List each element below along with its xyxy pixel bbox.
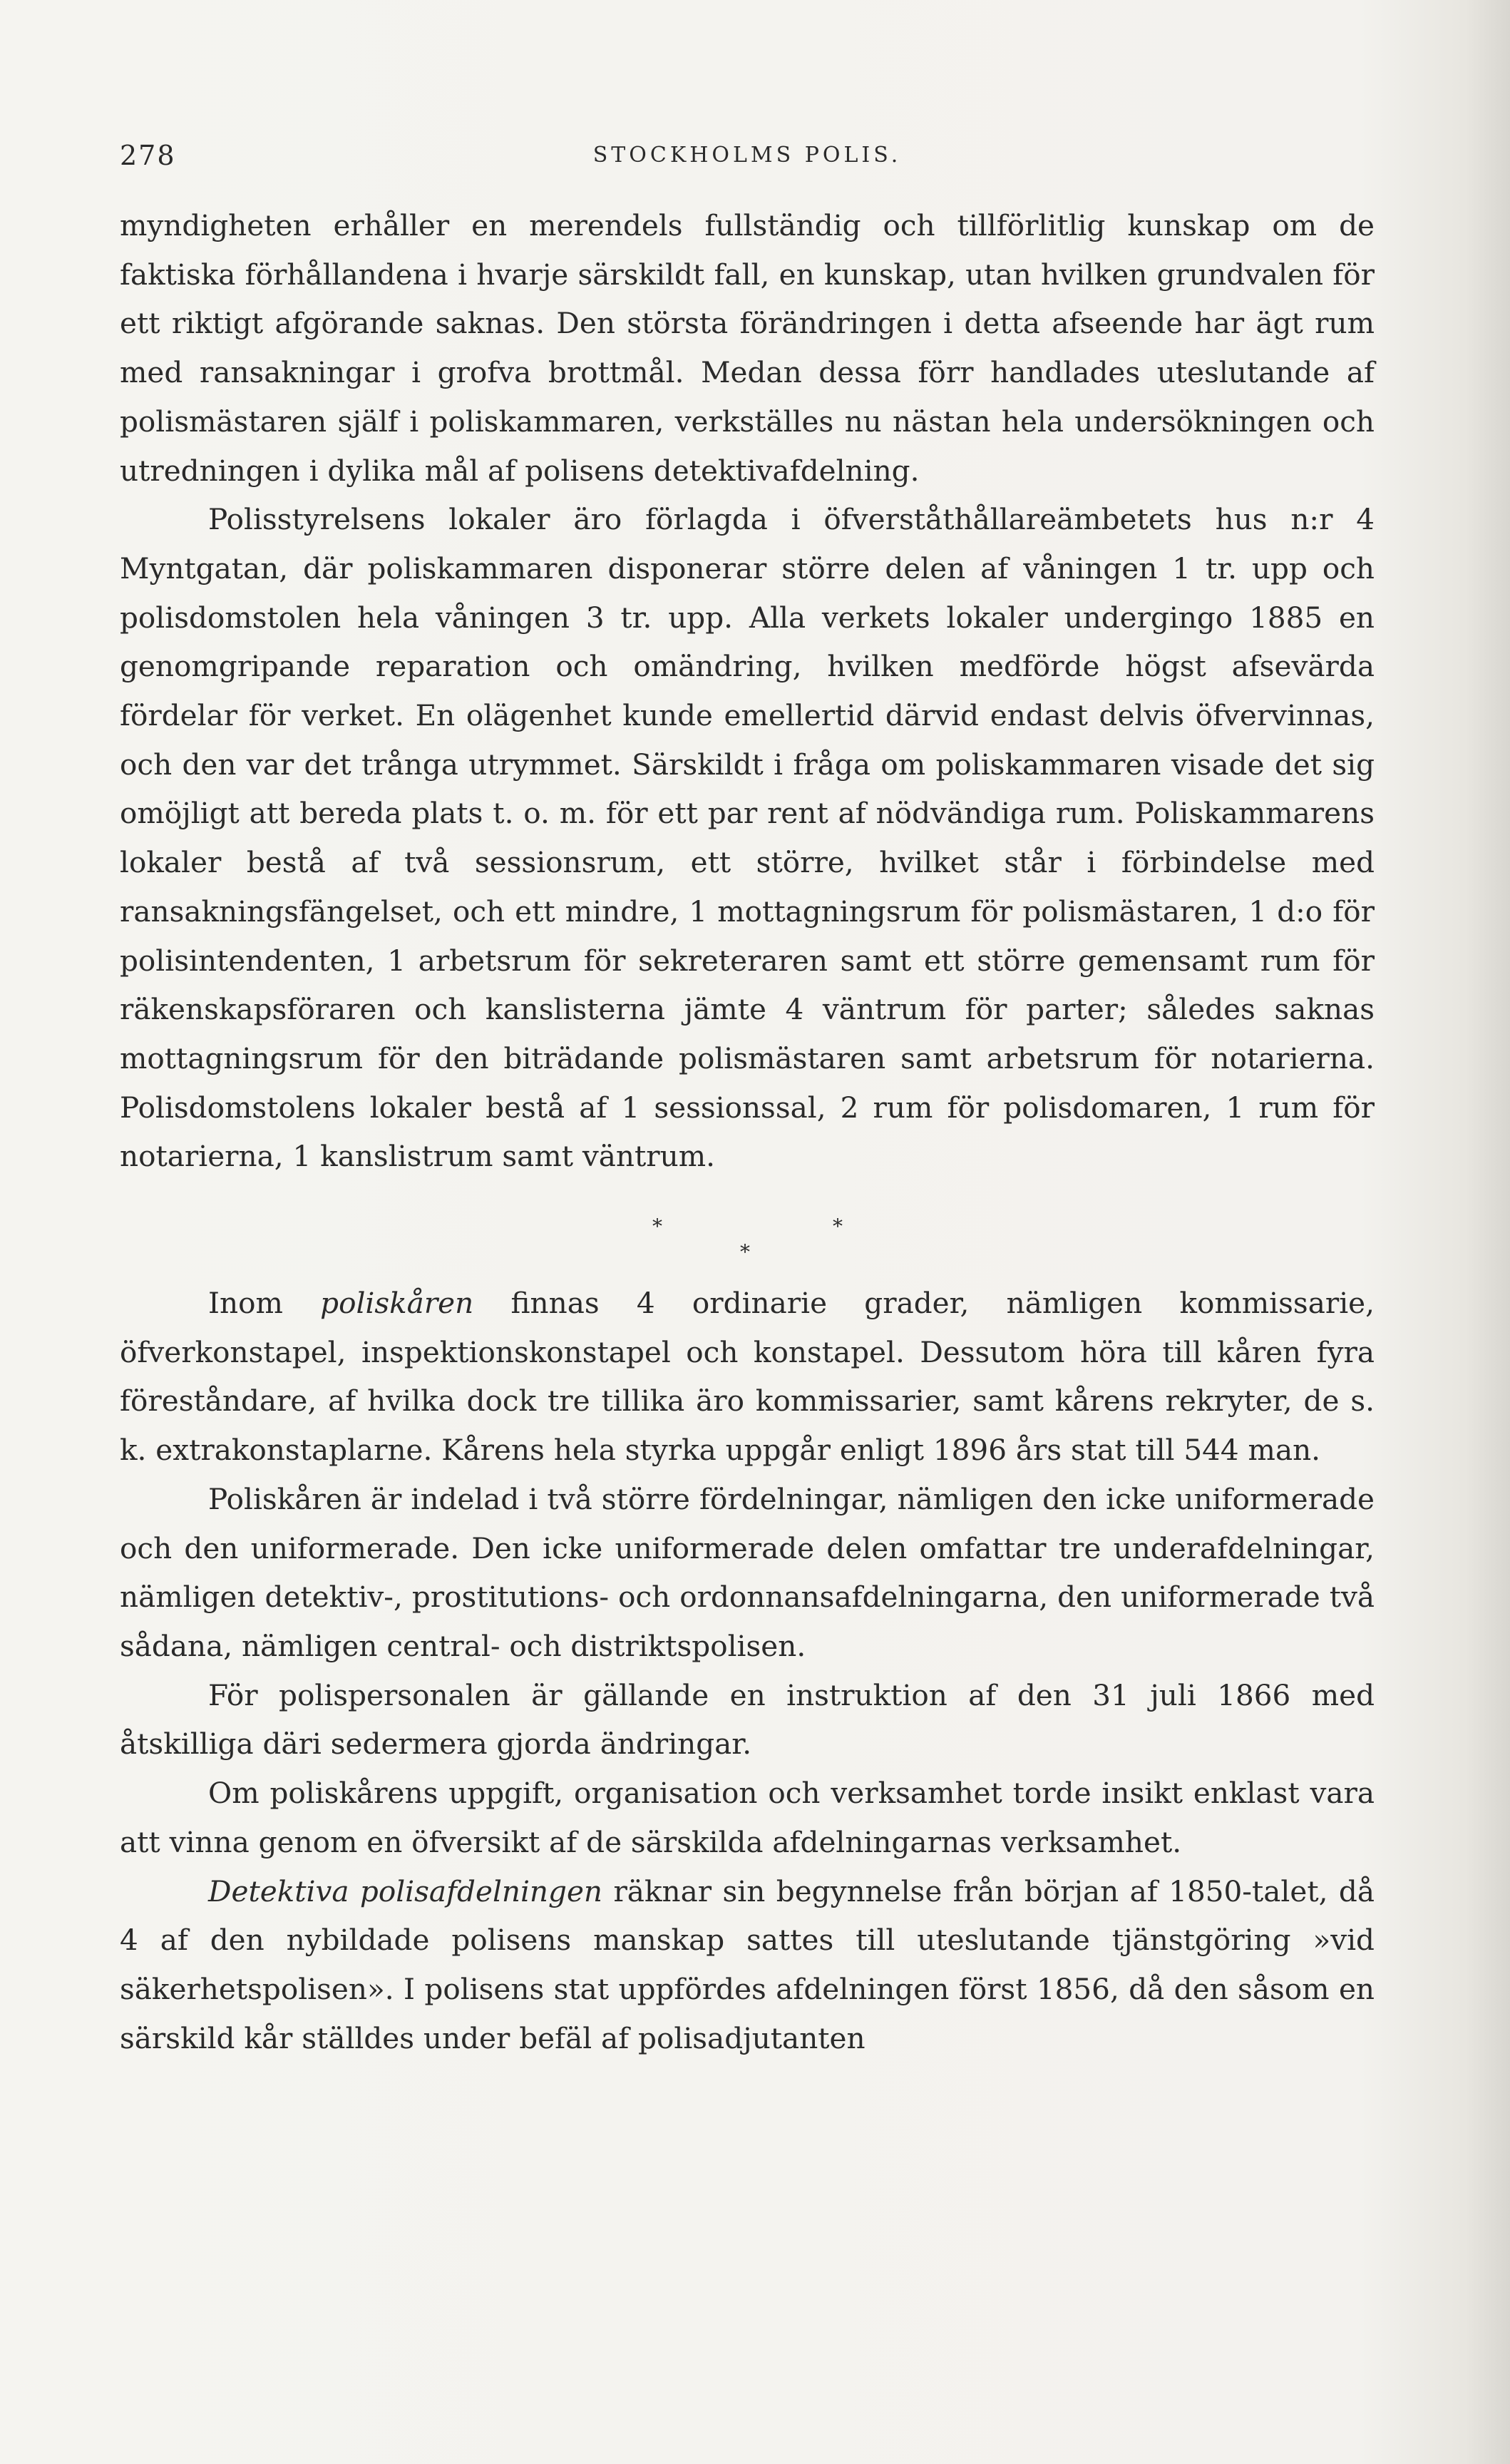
asterisk-ornament: * xyxy=(740,1240,750,1264)
paragraph: Poliskåren är indelad i två större fördelningar, nämligen den icke uniformerade och den uniformerade. Den icke uniformerade delen omfattar tre underafdelningar, nämligen detektiv-, prostitutions- och ordonnansafdelningarna, den uniformerade två sådana, nämligen central- och distriktspolisen. xyxy=(120,1481,1375,1663)
page-header xyxy=(120,140,1375,175)
page-number: 278 xyxy=(120,140,176,171)
paragraph xyxy=(120,1279,1375,1475)
paragraph xyxy=(120,1867,1375,2063)
asterisk-ornament: * xyxy=(652,1215,662,1239)
paragraph-lead: Inom xyxy=(208,1286,321,1321)
paragraph: För polispersonalen är gällande en instruktion af den 31 juli 1866 med åtskilliga däri sedermera gjorda ändringar. xyxy=(120,1677,1375,1762)
paragraph: Polisstyrelsens lokaler äro förlagda i öfverståthållareämbetets hus n:r 4 Myntgatan, där poliskammaren disponerar större delen af våningen 1 tr. upp och polisdomstolen hela våningen 3 tr. upp. Alla verkets lokaler undergingo 1885 en genomgripande reparation och omändring, hvilken medförde högst afsevärda fördelar för verket. En olägenhet kunde emellertid därvid endast delvis öfvervinnas, och den var det trånga utrymmet. Särskildt i fråga om poliskammaren visade det sig omöjligt att bereda plats t. o. m. för ett par rent af nödvändiga rum. Poliskammarens lokaler bestå af två sessionsrum, ett större, hvilket står i förbindelse med ransakningsfängelset, och ett mindre, 1 mottagningsrum för polismästaren, 1 d:o för polisintendenten, 1 arbetsrum för sekreteraren samt ett större gemensamt rum för räkenskapsföraren och kanslisterna jämte 4 väntrum för parter; således saknas mottagningsrum för den biträdande polismästaren samt arbetsrum för notarierna. Polisdomstolens lokaler bestå af 1 sessionssal, 2 rum för polisdomaren, 1 rum för notarierna, 1 kanslistrum samt väntrum. xyxy=(120,502,1375,1174)
running-title: STOCKHOLMS POLIS. xyxy=(592,143,902,168)
paragraph: Om poliskårens uppgift, organisation och verksamhet torde insikt enklast vara att vinna genom en öfversikt af de särskilda afdelningarnas verksamhet. xyxy=(120,1776,1375,1859)
paragraph-rest: finnas 4 ordinarie grader, nämligen kommissarie, öfverkonstapel, inspektionskonstapel och konstapel. Dessutom höra till kåren fyra föreståndare, af hvilka dock tre tillika äro kommissarier, samt kårens rekryter, de s. k. extrakonstaplarne. Kårens hela styrka uppgår enligt 1896 års stat till 544 man. xyxy=(120,1286,1375,1468)
paragraph: myndigheten erhåller en merendels fullständig och tillförlitlig kunskap om de faktiska förhållandena i hvarje särskildt fall, en kunskap, utan hvilken grundvalen för ett riktigt afgörande saknas. Den största förändringen i detta afseende har ägt rum med ransakningar i grofva brottmål. Medan dessa förr handlades uteslutande af polismästaren själf i poliskammaren, verkställes nu nästan hela undersökningen och utredningen i dylika mål af polisens detektivafdelning. xyxy=(120,208,1375,488)
asterisk-ornament: * xyxy=(833,1215,843,1239)
section-divider xyxy=(120,1181,1375,1279)
body-text xyxy=(120,201,1375,2062)
paragraph-rest: räknar sin begynnelse från början af 1850-talet, då 4 af den nybildade polisens manskap sattes till uteslutande tjänstgöring »vid säkerhetspolisen». I polisens stat uppfördes afdelningen först 1856, då den såsom en särskild kår ställdes under befäl af polisadjutanten xyxy=(120,1873,1375,2055)
italic-term: Detektiva polisafdelningen xyxy=(208,1873,602,1908)
italic-term: poliskåren xyxy=(320,1286,474,1321)
